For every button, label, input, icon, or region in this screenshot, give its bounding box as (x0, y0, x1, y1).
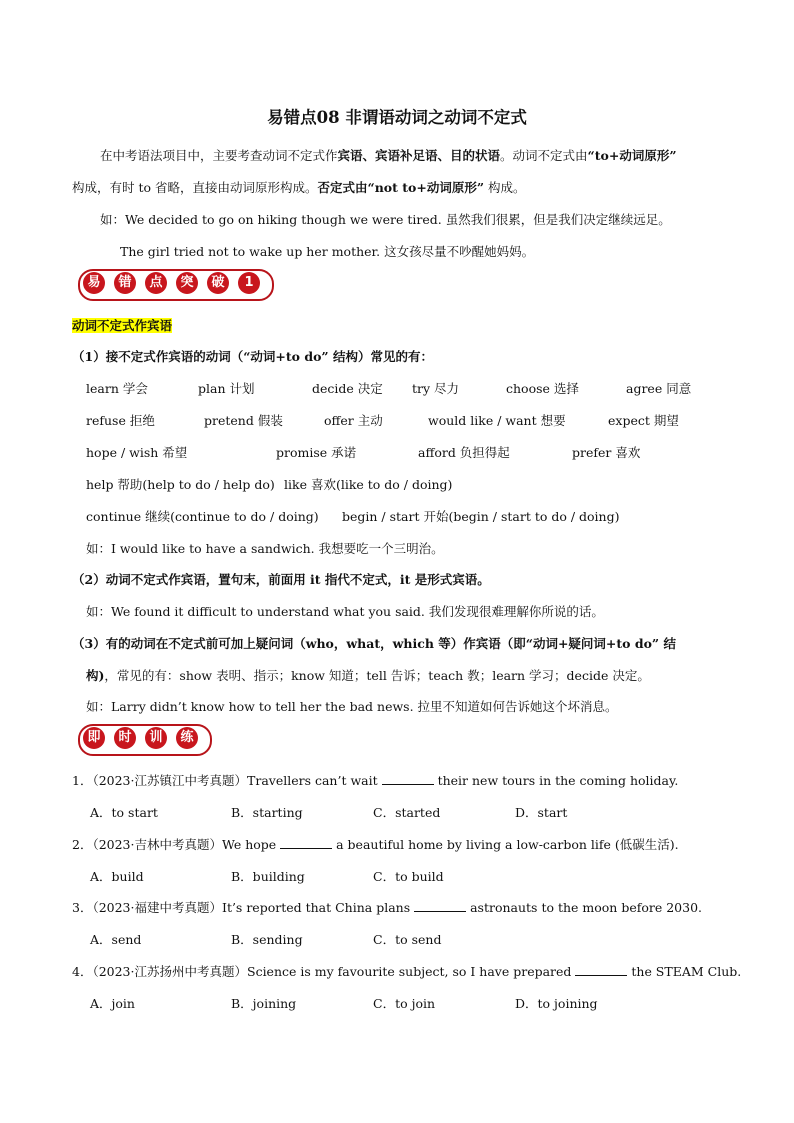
banner-char: 错 (114, 272, 136, 294)
verb-item: decide 决定 (312, 381, 383, 396)
question-number: 1． (72, 773, 93, 788)
banner-char: 破 (207, 272, 229, 294)
intro-line-1 (100, 146, 677, 164)
banner-char: 1 (238, 272, 260, 294)
point3-heading: （3）有的动词在不定式前可加上疑问词（who，what，which 等）作宾语（即“动词+疑问词+to do” 结 (72, 636, 676, 651)
banner-practice (78, 724, 214, 754)
question-text: Travellers can’t wait (247, 773, 382, 788)
verb-row (86, 507, 736, 525)
banner-char: 点 (145, 272, 167, 294)
intro-example-2: The girl tried not to wake up her mother. 这女孩尽量不吵醒她妈妈。 (120, 244, 535, 259)
banner-char: 即 (83, 727, 105, 749)
question-4 (72, 962, 741, 980)
option-b[interactable]: B．sending (231, 932, 303, 947)
verb-item: begin / start 开始(begin / start to do / doing) (342, 509, 620, 524)
option-c[interactable]: C．started (373, 805, 441, 820)
verb-row (86, 379, 736, 397)
question-number: 2． (72, 837, 93, 852)
question-text: the STEAM Club. (627, 964, 742, 979)
question-3 (72, 898, 702, 916)
verb-item: prefer 喜欢 (572, 445, 641, 460)
option-c[interactable]: C．to send (373, 932, 442, 947)
answer-blank[interactable] (575, 964, 627, 976)
answer-blank[interactable] (382, 773, 434, 785)
option-a[interactable]: A．to start (90, 805, 158, 820)
verb-row (86, 443, 736, 461)
question-source: （2023·吉林中考真题） (92, 837, 222, 852)
option-c[interactable]: C．to build (373, 869, 444, 884)
intro-bold: 宾语、宾语补足语、目的状语 (337, 148, 501, 163)
verb-item: like 喜欢(like to do / doing) (284, 477, 453, 492)
option-a[interactable]: A．send (90, 932, 142, 947)
verb-item: learn 学会 (86, 381, 148, 396)
question-text: their new tours in the coming holiday. (433, 773, 679, 788)
question-text: astronauts to the moon before 2030. (466, 900, 703, 915)
option-a[interactable]: A．join (90, 996, 135, 1011)
intro-text: 构成，有时 to 省略，直接由动词原形构成。 (72, 180, 318, 195)
intro-line-2 (72, 178, 526, 196)
intro-text: 。动词不定式由 (500, 148, 588, 163)
verb-item: expect 期望 (608, 413, 679, 428)
verb-row (86, 411, 736, 429)
section-heading-text: 动词不定式作宾语 (72, 318, 173, 333)
question-number: 3． (72, 900, 93, 915)
banner-char: 时 (114, 727, 136, 749)
section-heading (72, 316, 172, 334)
intro-text: 在中考语法项目中，主要考查动词不定式作 (100, 148, 338, 163)
intro-text: 构成。 (484, 180, 526, 195)
banner-char: 练 (176, 727, 198, 749)
verb-item: pretend 假装 (204, 413, 283, 428)
option-d[interactable]: D．start (515, 805, 568, 820)
point3-heading-cont (86, 666, 650, 684)
option-a[interactable]: A．build (90, 869, 144, 884)
verb-item: plan 计划 (198, 381, 255, 396)
option-b[interactable]: B．starting (231, 805, 303, 820)
banner-char: 突 (176, 272, 198, 294)
banner-error-breakthrough (78, 269, 274, 299)
verb-row (86, 475, 736, 493)
question-source: （2023·江苏镇江中考真题） (92, 773, 247, 788)
question-source: （2023·江苏扬州中考真题） (92, 964, 247, 979)
verb-item: refuse 拒绝 (86, 413, 155, 428)
verb-item: offer 主动 (324, 413, 383, 428)
verb-item: would like / want 想要 (428, 413, 566, 428)
verb-item: agree 同意 (626, 381, 692, 396)
verb-item: continue 继续(continue to do / doing) (86, 509, 319, 524)
intro-bold: “to+动词原形” (587, 148, 677, 163)
question-text: It’s reported that China plans (222, 900, 415, 915)
verb-item: afford 负担得起 (418, 445, 510, 460)
point3-bold: 构) (86, 668, 105, 683)
option-d[interactable]: D．to joining (515, 996, 598, 1011)
answer-blank[interactable] (280, 837, 332, 849)
option-b[interactable]: B．joining (231, 996, 297, 1011)
point2-example: 如：We found it difficult to understand what you said. 我们发现很难理解你所说的话。 (86, 604, 604, 619)
verb-item: try 尽力 (412, 381, 460, 396)
option-b[interactable]: B．building (231, 869, 305, 884)
question-text: Science is my favourite subject, so I have prepared (247, 964, 576, 979)
page-title: 易错点08 非谓语动词之动词不定式 (267, 108, 527, 127)
verb-item: choose 选择 (506, 381, 579, 396)
point3-example: 如：Larry didn’t know how to tell her the bad news. 拉里不知道如何告诉她这个坏消息。 (86, 699, 618, 714)
banner-char: 易 (83, 272, 105, 294)
option-c[interactable]: C．to join (373, 996, 436, 1011)
intro-bold: 否定式由“not to+动词原形” (317, 180, 485, 195)
question-text: We hope (222, 837, 281, 852)
question-text: a beautiful home by living a low-carbon life (低碳生活). (332, 837, 679, 852)
verb-item: hope / wish 希望 (86, 445, 188, 460)
verb-item: help 帮助(help to do / help do) (86, 477, 275, 492)
banner-char: 训 (145, 727, 167, 749)
verb-item: promise 承诺 (276, 445, 357, 460)
question-number: 4． (72, 964, 93, 979)
point1-heading: （1）接不定式作宾语的动词（“动词+to do” 结构）常见的有： (72, 349, 433, 364)
intro-example-1: 如：We decided to go on hiking though we were tired. 虽然我们很累，但是我们决定继续远足。 (100, 212, 671, 227)
answer-blank[interactable] (414, 900, 466, 912)
question-2 (72, 835, 679, 853)
question-1 (72, 771, 678, 789)
point1-example: 如：I would like to have a sandwich. 我想要吃一个三明治。 (86, 541, 444, 556)
point2-heading: （2）动词不定式作宾语，置句末，前面用 it 指代不定式，it 是形式宾语。 (72, 572, 490, 587)
question-source: （2023·福建中考真题） (92, 900, 222, 915)
point3-text: ，常见的有：show 表明、指示；know 知道；tell 告诉；teach 教；learn 学习；decide 决定。 (104, 668, 650, 683)
